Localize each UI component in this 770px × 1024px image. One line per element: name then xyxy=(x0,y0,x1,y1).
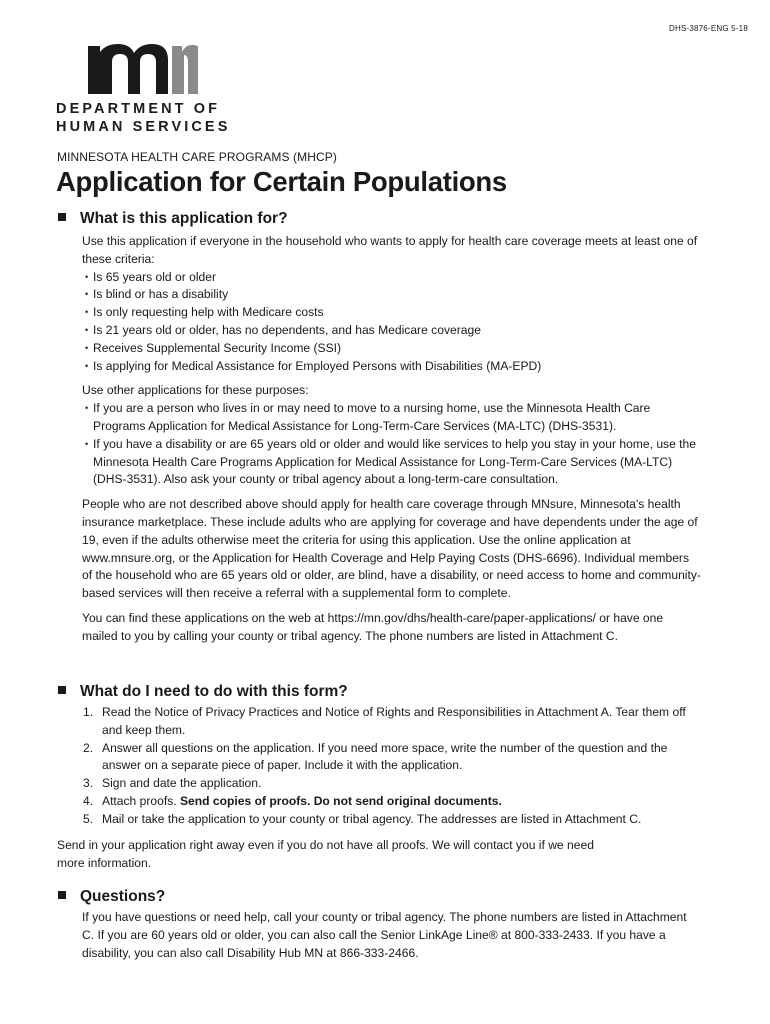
send-note-line-2: more information. xyxy=(57,855,152,870)
other-applications-intro: Use other applications for these purposes: xyxy=(82,383,309,398)
page-title: Application for Certain Populations xyxy=(56,166,507,197)
step-number: 2. xyxy=(83,740,94,755)
web-applications-paragraph: You can find these applications on the web at https://mn.gov/dhs/health-care/paper-applications/ or have one mailed to you by calling your county or tribal agency. The phone numbers are listed in Attachment C. xyxy=(82,610,664,643)
instruction-steps xyxy=(82,704,702,829)
send-note-line-1: Send in your application right away even if you do not have all proofs. We will contact you if we need xyxy=(57,838,594,852)
list-item xyxy=(82,775,702,793)
instructions-body xyxy=(82,704,702,829)
send-application-note xyxy=(57,837,717,873)
list-item: • Receives Supplemental Security Income (SSI) xyxy=(82,340,702,358)
square-bullet-icon xyxy=(58,213,66,221)
section-heading-text: What is this application for? xyxy=(80,210,288,227)
step-text: Read the Notice of Privacy Practices and Notice of Rights and Responsibilities in Attachment A. Tear them off and keep them. xyxy=(102,705,686,737)
list-item: • Is only requesting help with Medicare costs xyxy=(82,304,702,322)
list-item xyxy=(82,740,702,776)
list-item xyxy=(82,811,702,829)
form-code: DHS-3876-ENG 5-18 xyxy=(669,24,748,33)
section-purpose-body xyxy=(82,233,702,646)
step-number: 5. xyxy=(83,811,94,826)
list-item xyxy=(82,704,702,740)
section-heading-purpose xyxy=(58,210,288,228)
square-bullet-icon xyxy=(58,891,66,899)
department-line-2: HUMAN SERVICES xyxy=(56,119,231,135)
mn-logo xyxy=(88,44,198,94)
step-text: Attach proofs. xyxy=(102,793,180,808)
programs-label: MINNESOTA HEALTH CARE PROGRAMS (MHCP) xyxy=(57,150,337,164)
list-item: • Is applying for Medical Assistance for Employed Persons with Disabilities (MA-EPD) xyxy=(82,358,702,376)
criteria-list xyxy=(82,269,702,376)
mnsure-paragraph: People who are not described above should apply for health care coverage through MNsure, Minnesota's health insurance marketplace. These include adults who are applying for coverage and have dependents under the age of 19, even if the adults otherwise meet the criteria for using this application. Use the online application at www.mnsure.org, or the Application for Health Coverage and Help Paying Costs (DHS-6696). Individual members of the household who are 65 years old or older, are blind, have a disability, or need access to home and community-based services will then receive a referral with a supplemental form to complete. xyxy=(82,497,701,601)
other-applications-list xyxy=(82,400,702,489)
step-number: 3. xyxy=(83,776,94,791)
step-text: Mail or take the application to your county or tribal agency. The addresses are listed in Attachment C. xyxy=(102,811,642,826)
list-item: • If you have a disability or are 65 years old or older and would like services to help you stay in your home, use the Minnesota Health Care Programs Application for Medical Assistance for Long-Term-Care Services (MA-LTC) (DHS-3531). Also ask your county or tribal agency about a long-term-care consultation. xyxy=(82,436,702,489)
section-heading-text: What do I need to do with this form? xyxy=(80,683,348,700)
list-item: • Is 65 years old or older xyxy=(82,269,702,287)
list-item: • Is blind or has a disability xyxy=(82,286,702,304)
step-number: 4. xyxy=(83,793,94,808)
square-bullet-icon xyxy=(58,686,66,694)
step-text: Answer all questions on the application. If you need more space, write the number of the question and the answer on a separate piece of paper. Include it with the application. xyxy=(102,740,668,773)
criteria-intro: Use this application if everyone in the household who wants to apply for health care coverage meets at least one of these criteria: xyxy=(82,234,698,266)
section-heading-instructions xyxy=(58,683,348,701)
step-text: Sign and date the application. xyxy=(102,776,262,791)
department-name xyxy=(56,100,230,136)
section-heading-questions xyxy=(58,888,165,906)
list-item: • Is 21 years old or older, has no dependents, and has Medicare coverage xyxy=(82,322,702,340)
section-heading-text: Questions? xyxy=(80,888,166,905)
questions-body xyxy=(82,909,702,962)
step-number: 1. xyxy=(83,705,94,719)
department-line-1: DEPARTMENT OF xyxy=(56,101,221,117)
step-emphasis: Send copies of proofs. Do not send original documents. xyxy=(179,793,502,808)
questions-paragraph: If you have questions or need help, call your county or tribal agency. The phone numbers are listed in Attachment C. If you are 60 years old or older, you can also call the Senior LinkAge Line® at 800-333-2433. If you have a disability, you can also call Disability Hub MN at 866-333-2466. xyxy=(82,910,687,960)
list-item xyxy=(82,793,702,811)
list-item: • If you are a person who lives in or may need to move to a nursing home, use the Minnesota Health Care Programs Application for Medical Assistance for Long-Term-Care Services (MA-LTC) (DHS-3531). xyxy=(82,400,702,436)
